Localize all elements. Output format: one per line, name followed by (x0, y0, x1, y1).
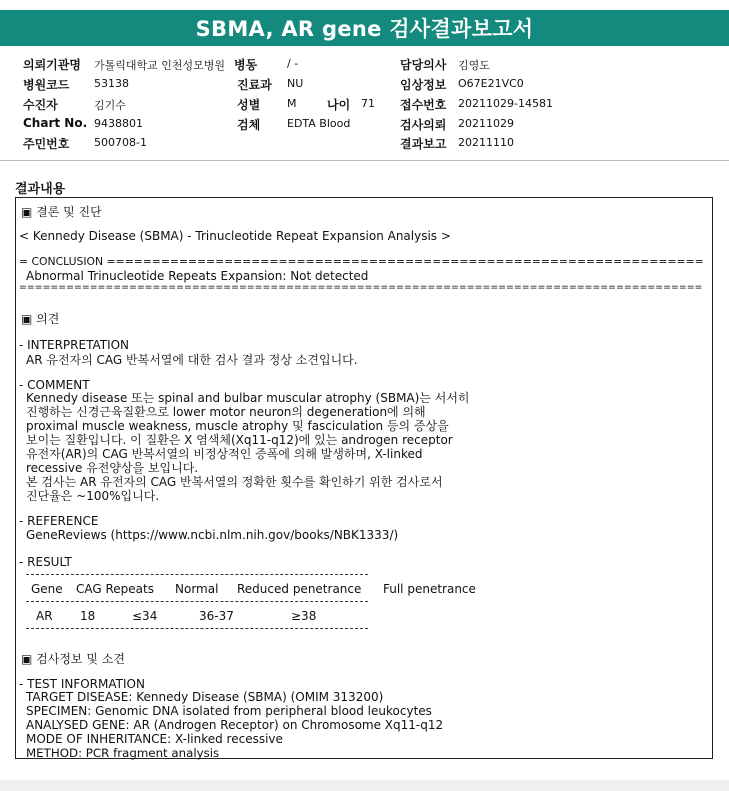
analysis-title: < Kennedy Disease (SBMA) - Trinucleotide Repeat Expansion Analysis > (19, 229, 451, 243)
patient-value: 김기수 (94, 99, 126, 112)
conclusion-text: Abnormal Trinucleotide Repeats Expansion: Not detected (26, 269, 369, 283)
comment-line: recessive 유전양상을 보입니다. (26, 461, 199, 475)
comment-line: 본 검사는 AR 유전자의 CAG 반복서열의 정확한 횟수를 확인하기 위한 검사로서 (26, 475, 443, 489)
ward-value: / - (287, 57, 299, 70)
comment-line: proximal muscle weakness, muscle atrophy 및 fasciculation 등의 증상을 (26, 419, 449, 433)
table-header-reduced: Reduced penetrance (237, 582, 362, 596)
interpretation-label: - INTERPRETATION (19, 338, 130, 352)
receipt-no-value: 20211029-14581 (458, 97, 553, 110)
test-info-line: TARGET DISEASE: Kennedy Disease (SBMA) (OMIM 313200) (26, 690, 384, 704)
table-cell-reduced: 36-37 (199, 609, 234, 623)
resident-no-value: 500708-1 (94, 136, 147, 149)
resident-no-label: 주민번호 (23, 137, 70, 151)
institution-value: 가톨릭대학교 인천성모병원 (94, 59, 226, 72)
table-header-cag: CAG Repeats (76, 582, 154, 596)
results-box (15, 197, 713, 759)
table-header-full: Full penetrance (383, 582, 476, 596)
doctor-value: 김영도 (458, 59, 490, 72)
sex-label: 성별 (237, 98, 261, 112)
table-cell-cag: 18 (80, 609, 96, 623)
doctor-label: 담당의사 (400, 58, 447, 72)
ward-label: 병동 (234, 58, 258, 72)
chart-no-label: Chart No. (23, 116, 88, 130)
department-label: 진료과 (237, 78, 272, 92)
test-info-line: METHOD: PCR fragment analysis (26, 746, 220, 760)
results-section-title: 결과내용 (15, 182, 66, 197)
age-label: 나이 (327, 98, 351, 112)
specimen-label: 검체 (237, 118, 261, 132)
test-info-line: ANALYSED GENE: AR (Androgen Receptor) on Chromosome Xq11-q12 (26, 718, 444, 732)
table-cell-gene: AR (36, 609, 53, 623)
report-date-value: 20211110 (458, 136, 514, 149)
reference-label: - REFERENCE (19, 514, 99, 528)
table-header-normal: Normal (175, 582, 219, 596)
age-value: 71 (361, 97, 375, 110)
patient-info-block (0, 54, 729, 162)
table-header-gene: Gene (31, 582, 63, 596)
comment-label: - COMMENT (19, 378, 90, 392)
clinical-info-value: O67E21VC0 (458, 77, 524, 90)
request-date-label: 검사의뢰 (400, 118, 447, 132)
conclusion-heading: ▣ 결론 및 진단 (21, 205, 102, 219)
test-info-line: MODE OF INHERITANCE: X-linked recessive (26, 732, 283, 746)
comment-line: Kennedy disease 또는 spinal and bulbar muscular atrophy (SBMA)는 서서히 (26, 391, 470, 405)
hospital-code-label: 병원코드 (23, 78, 70, 92)
test-info-heading: ▣ 검사정보 및 소견 (21, 652, 125, 666)
specimen-value: EDTA Blood (287, 117, 351, 130)
request-date-value: 20211029 (458, 117, 514, 130)
table-bottom-rule (26, 628, 368, 629)
comment-line: 진단율은 ~100%입니다. (26, 489, 160, 503)
clinical-info-label: 임상정보 (400, 78, 447, 92)
report-header (0, 10, 729, 46)
receipt-no-label: 접수번호 (400, 98, 447, 112)
reference-text: GeneReviews (https://www.ncbi.nlm.nih.gov/books/NBK1333/) (26, 528, 399, 542)
table-cell-full: ≥38 (291, 609, 317, 623)
comment-line: 보이는 질환입니다. 이 질환은 X 염색체(Xq11-q12)에 있는 androgen receptor (26, 433, 453, 447)
table-cell-normal: ≤34 (132, 609, 158, 623)
report-title: SBMA, AR gene 검사결과보고서 (195, 17, 534, 41)
conclusion-banner: = CONCLUSION ================================================================== (19, 255, 704, 268)
interpretation-text: AR 유전자의 CAG 반복서열에 대한 검사 결과 정상 소견입니다. (26, 353, 358, 367)
test-info-label: - TEST INFORMATION (19, 677, 145, 691)
hospital-code-value: 53138 (94, 77, 129, 90)
chart-no-value: 9438801 (94, 117, 143, 130)
institution-label: 의뢰기관명 (23, 58, 81, 72)
table-header-rule (26, 601, 368, 602)
table-top-rule (26, 574, 368, 575)
patient-label: 수진자 (23, 98, 58, 112)
report-date-label: 결과보고 (400, 137, 447, 151)
test-info-line: SPECIMEN: Genomic DNA isolated from peripheral blood leukocytes (26, 704, 432, 718)
sex-value: M (287, 97, 297, 110)
comment-line: 유전자(AR)의 CAG 반복서열의 비정상적인 증폭에 의해 발생하며, X-linked (26, 447, 423, 461)
department-value: NU (287, 77, 304, 90)
comment-line: 진행하는 신경근육질환으로 lower motor neuron의 degeneration에 의해 (26, 405, 426, 419)
opinion-heading: ▣ 의견 (21, 312, 60, 326)
conclusion-divider: ======================================================================================= (19, 282, 703, 293)
info-divider (0, 160, 729, 161)
result-label: - RESULT (19, 555, 72, 569)
